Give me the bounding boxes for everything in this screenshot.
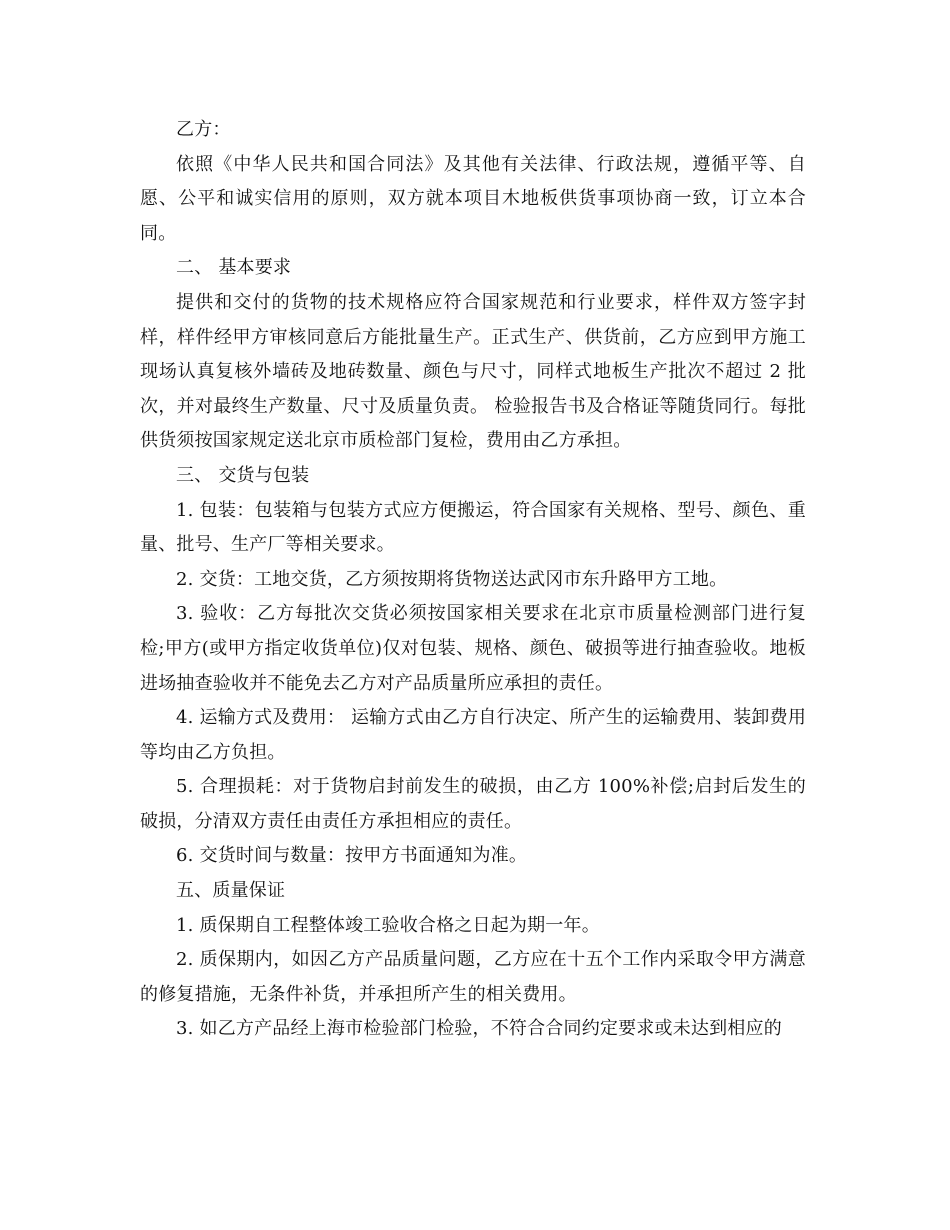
clause-inspection: 3. 如乙方产品经上海市检验部门检验，不符合合同约定要求或未达到相应的: [176, 1018, 782, 1040]
clause-delivery-time: 6. 交货时间与数量：按甲方书面通知为准。: [176, 845, 528, 867]
section-heading-basic-requirements: 二、 基本要求: [176, 257, 292, 279]
clause-reasonable-loss: 5. 合理损耗：对于货物启封前发生的破损，由乙方 100%补偿;启封后发生的破损，分清双方责任由责任方承担相应的责任。: [140, 776, 806, 832]
basic-requirements-paragraph: 提供和交付的货物的技术规格应符合国家规范和行业要求，样件双方签字封样，样件经甲方审核同意后方能批量生产。正式生产、供货前，乙方应到甲方施工现场认真复核外墙砖及地砖数量、颜色与尺寸，同样式地板生产批次不超过 2 批次，并对最终生产数量、尺寸及质量负责。 检验报告书及合格证等随货同行。每批供货须按国家规定送北京市质检部门复检，费用由乙方承担。: [140, 291, 806, 452]
clause-acceptance: 3. 验收：乙方每批次交货必须按国家相关要求在北京市质量检测部门进行复检;甲方(或甲方指定收货单位)仅对包装、规格、颜色、破损等进行抽查验收。地板进场抽查验收并不能免去乙方对产品质量所应承担的责任。: [140, 603, 806, 694]
clause-packaging: 1. 包装：包装箱与包装方式应方便搬运，符合国家有关规格、型号、颜色、重量、批号、生产厂等相关要求。: [140, 499, 806, 556]
clause-delivery: 2. 交货：工地交货，乙方须按期将货物送达武冈市东升路甲方工地。: [176, 568, 728, 590]
party-b-line: 乙方：: [176, 119, 231, 140]
section-heading-quality-assurance: 五、质量保证: [176, 880, 286, 902]
document-body: [140, 113, 806, 1047]
clause-warranty-period: 1. 质保期自工程整体竣工验收合格之日起为期一年。: [176, 914, 600, 936]
clause-transport: 4. 运输方式及费用： 运输方式由乙方自行决定、所产生的运输费用、装卸费用等均由乙方负担。: [140, 707, 807, 763]
section-heading-delivery-packaging: 三、 交货与包装: [176, 464, 310, 486]
preamble-paragraph: 依照《中华人民共和国合同法》及其他有关法律、行政法规，遵循平等、自愿、公平和诚实信用的原则，双方就本项目木地板供货事项协商一致，订立本合同。: [140, 153, 806, 244]
clause-warranty-repair: 2. 质保期内，如因乙方产品质量问题，乙方应在十五个工作内采取令甲方满意的修复措施，无条件补货，并承担所产生的相关费用。: [140, 949, 806, 1005]
